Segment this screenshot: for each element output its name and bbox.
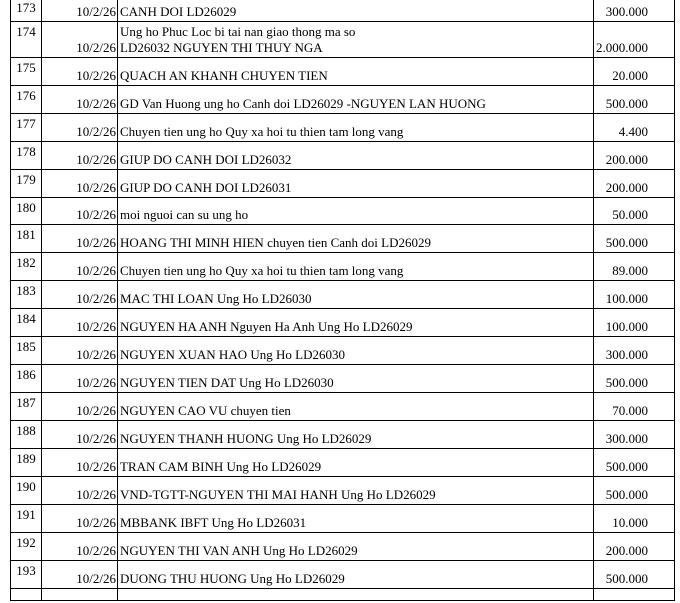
description-line: NGUYEN CAO VU chuyen tien [120, 403, 291, 418]
table-row [11, 281, 675, 309]
table-row [11, 0, 675, 22]
row-number: 177 [11, 114, 42, 142]
row-description [118, 142, 594, 170]
row-description [118, 589, 594, 601]
row-date: 10/2/26 [42, 561, 118, 589]
row-description [118, 22, 594, 58]
description-line: Chuyen tien ung ho Quy xa hoi tu thien tam long vang [120, 124, 404, 139]
row-number: 174 [11, 22, 42, 58]
table-row [11, 309, 675, 337]
row-amount: 300.000 [594, 0, 675, 22]
description-line: VND-TGTT-NGUYEN THI MAI HANH Ung Ho LD26029 [120, 487, 436, 502]
row-amount: 300.000 [594, 421, 675, 449]
row-number: 178 [11, 142, 42, 170]
row-amount: 500.000 [594, 365, 675, 393]
row-amount: 200.000 [594, 170, 675, 198]
row-description [118, 114, 594, 142]
row-date: 10/2/26 [42, 170, 118, 198]
table-row [11, 365, 675, 393]
row-description [118, 281, 594, 309]
row-number: 187 [11, 393, 42, 421]
row-number: 182 [11, 253, 42, 281]
row-amount: 89.000 [594, 253, 675, 281]
row-amount: 500.000 [594, 449, 675, 477]
row-number: 192 [11, 533, 42, 561]
table-row [11, 421, 675, 449]
row-description [118, 253, 594, 281]
row-date: 10/2/26 [42, 477, 118, 505]
row-number: 179 [11, 170, 42, 198]
row-description [118, 449, 594, 477]
description-line: GIUP DO CANH DOI LD26031 [120, 180, 292, 195]
description-line: Ung ho Phuc Loc bi tai nan giao thong ma so [120, 24, 356, 39]
description-line: QUACH AN KHANH CHUYEN TIEN [120, 68, 328, 83]
table-row [11, 533, 675, 561]
table-row [11, 114, 675, 142]
row-date: 10/2/26 [42, 0, 118, 22]
row-number: 193 [11, 561, 42, 589]
description-line: CANH DOI LD26029 [120, 4, 237, 19]
description-line: TRAN CAM BINH Ung Ho LD26029 [120, 459, 322, 474]
table-row [11, 449, 675, 477]
row-date: 10/2/26 [42, 142, 118, 170]
table-row [11, 170, 675, 198]
row-number [11, 589, 42, 601]
row-number: 175 [11, 58, 42, 86]
row-date: 10/2/26 [42, 337, 118, 365]
table-row [11, 58, 675, 86]
row-description [118, 170, 594, 198]
table-row [11, 253, 675, 281]
table-row [11, 393, 675, 421]
row-amount: 100.000 [594, 309, 675, 337]
row-description [118, 309, 594, 337]
row-number: 189 [11, 449, 42, 477]
description-line: MBBANK IBFT Ung Ho LD26031 [120, 515, 307, 530]
row-date: 10/2/26 [42, 253, 118, 281]
row-description [118, 365, 594, 393]
description-line: HOANG THI MINH HIEN chuyen tien Canh doi LD26029 [120, 235, 431, 250]
table-row [11, 198, 675, 225]
row-date: 10/2/26 [42, 505, 118, 533]
row-amount: 500.000 [594, 477, 675, 505]
row-amount: 10.000 [594, 505, 675, 533]
row-amount: 200.000 [594, 142, 675, 170]
row-description [118, 337, 594, 365]
table-row [11, 22, 675, 58]
row-description [118, 225, 594, 253]
row-amount: 2.000.000 [594, 22, 675, 58]
table-row [11, 86, 675, 114]
row-date [42, 589, 118, 601]
row-amount [594, 589, 675, 601]
description-line: GD Van Huong ung ho Canh doi LD26029 -NGUYEN LAN HUONG [120, 96, 486, 111]
row-amount: 70.000 [594, 393, 675, 421]
description-line: NGUYEN THANH HUONG Ung Ho LD26029 [120, 431, 372, 446]
row-date: 10/2/26 [42, 225, 118, 253]
row-number: 186 [11, 365, 42, 393]
row-date: 10/2/26 [42, 58, 118, 86]
description-line: moi nguoi can su ung ho [120, 207, 249, 222]
row-date: 10/2/26 [42, 365, 118, 393]
row-number: 188 [11, 421, 42, 449]
row-number: 190 [11, 477, 42, 505]
table-row [11, 561, 675, 589]
transactions-table [10, 0, 675, 601]
row-amount: 20.000 [594, 58, 675, 86]
row-description [118, 393, 594, 421]
row-description [118, 58, 594, 86]
row-date: 10/2/26 [42, 198, 118, 225]
row-date: 10/2/26 [42, 114, 118, 142]
row-number: 185 [11, 337, 42, 365]
table-row [11, 142, 675, 170]
row-description [118, 477, 594, 505]
row-date: 10/2/26 [42, 22, 118, 58]
table-row [11, 477, 675, 505]
row-number: 191 [11, 505, 42, 533]
row-amount: 500.000 [594, 225, 675, 253]
row-amount: 300.000 [594, 337, 675, 365]
description-line: Chuyen tien ung ho Quy xa hoi tu thien tam long vang [120, 263, 404, 278]
row-number: 180 [11, 198, 42, 225]
description-line: NGUYEN XUAN HAO Ung Ho LD26030 [120, 347, 345, 362]
transactions-table-body [11, 0, 675, 601]
row-date: 10/2/26 [42, 86, 118, 114]
row-number: 184 [11, 309, 42, 337]
row-amount: 100.000 [594, 281, 675, 309]
table-row [11, 337, 675, 365]
row-date: 10/2/26 [42, 421, 118, 449]
row-number: 173 [11, 0, 42, 22]
row-date: 10/2/26 [42, 533, 118, 561]
table-row [11, 589, 675, 601]
row-number: 176 [11, 86, 42, 114]
description-line: NGUYEN TIEN DAT Ung Ho LD26030 [120, 375, 334, 390]
row-number: 181 [11, 225, 42, 253]
row-date: 10/2/26 [42, 281, 118, 309]
description-line: NGUYEN THI VAN ANH Ung Ho LD26029 [120, 543, 358, 558]
description-line: DUONG THU HUONG Ung Ho LD26029 [120, 571, 345, 586]
row-amount: 4.400 [594, 114, 675, 142]
table-row [11, 505, 675, 533]
row-amount: 50.000 [594, 198, 675, 225]
row-date: 10/2/26 [42, 449, 118, 477]
row-description [118, 0, 594, 22]
row-amount: 500.000 [594, 561, 675, 589]
description-line: GIUP DO CANH DOI LD26032 [120, 152, 292, 167]
row-description [118, 198, 594, 225]
row-description [118, 505, 594, 533]
row-amount: 500.000 [594, 86, 675, 114]
row-date: 10/2/26 [42, 393, 118, 421]
description-line: NGUYEN HA ANH Nguyen Ha Anh Ung Ho LD26029 [120, 319, 413, 334]
row-description [118, 86, 594, 114]
row-number: 183 [11, 281, 42, 309]
row-description [118, 533, 594, 561]
table-row [11, 225, 675, 253]
row-date: 10/2/26 [42, 309, 118, 337]
row-amount: 200.000 [594, 533, 675, 561]
description-line: LD26032 NGUYEN THI THUY NGA [120, 40, 323, 55]
row-description [118, 421, 594, 449]
row-description [118, 561, 594, 589]
description-line: MAC THI LOAN Ung Ho LD26030 [120, 291, 312, 306]
